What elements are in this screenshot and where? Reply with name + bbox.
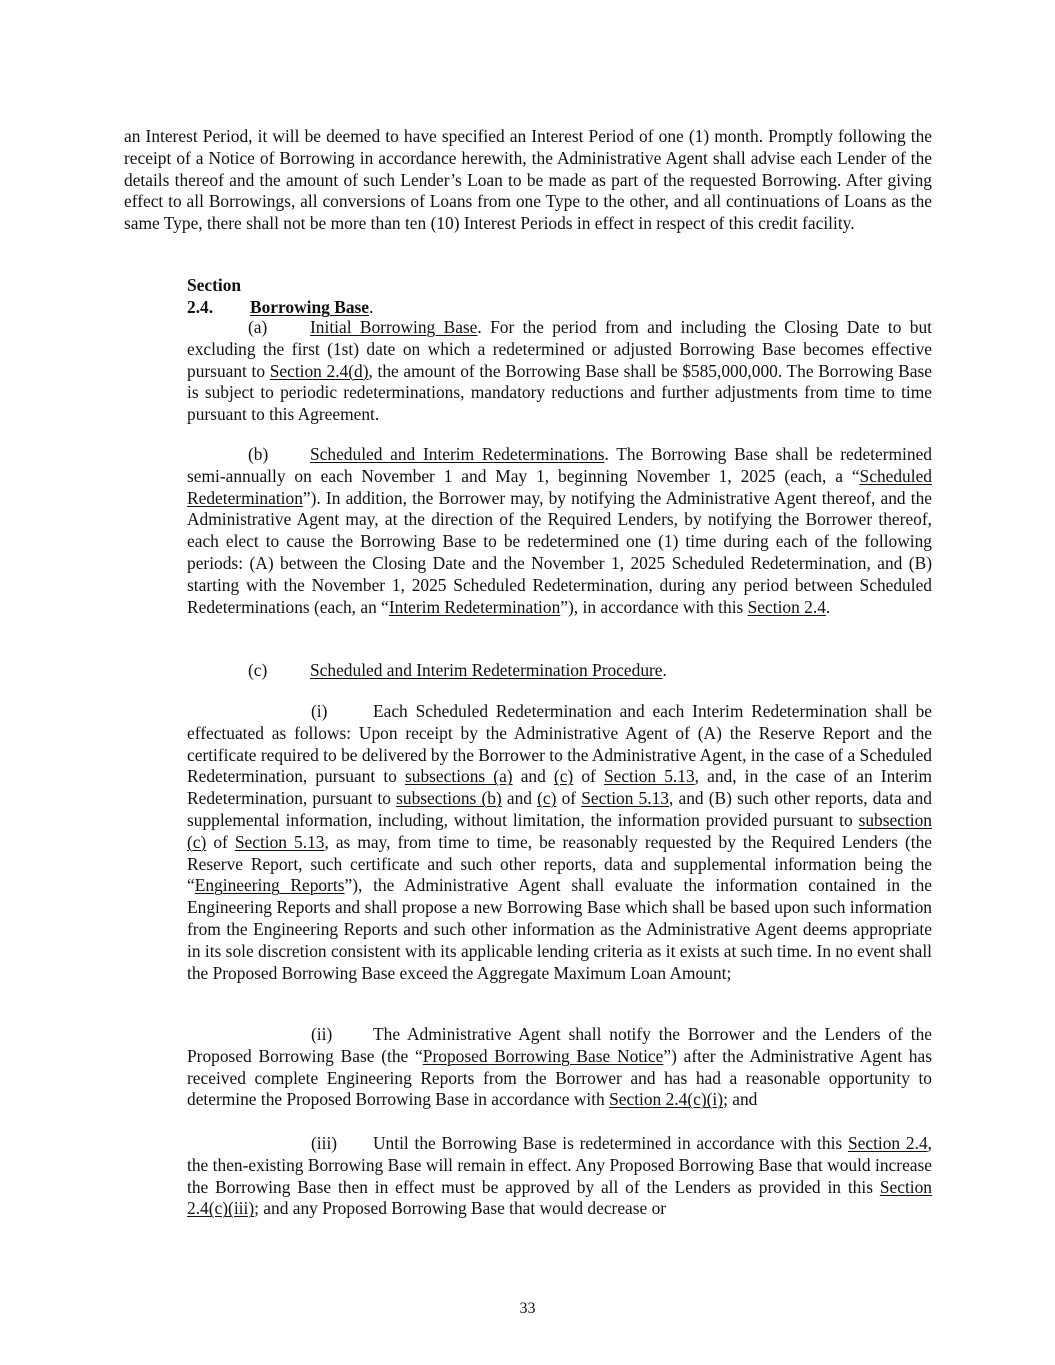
- section-number: Section 2.4.: [187, 275, 242, 317]
- defined-term: Interim Redetermination: [388, 596, 561, 617]
- continuation-paragraph: an Interest Period, it will be deemed to have specified an Interest Period of one (1) month. Promptly following the receipt of a Notice of Borrowing in accordance herewith, the Administrative Agent shall advise each Lender of the details thereof and the amount of such Lender’s Loan to be made as part of the requested Borrowing. After giving effect to all Borrowings, all conversions of Loans from one Type to the other, and all continuations of Loans as the same Type, there shall not be more than ten (10) Interest Periods in effect in respect of this credit facility.: [124, 126, 932, 234]
- paragraph-a: (a) Initial Borrowing Base. For the period from and including the Closing Date to but excluding the first (1st) date on which a redetermined or adjusted Borrowing Base becomes effective pursuant to Section 2.4(d), the amount of the Borrowing Base shall be $585,000,000. The Borrowing Base is subject to periodic redeterminations, mandatory reductions and further adjustments from time to time pursuant to this Agreement.: [187, 317, 932, 425]
- cross-reference: Section 2.4(c)(iii): [187, 1176, 932, 1219]
- paragraph-label: (ii): [311, 1024, 333, 1044]
- cross-reference: Section 2.4: [747, 596, 826, 617]
- cross-reference: Section 5.13: [581, 788, 669, 809]
- paragraph-label: (c): [248, 660, 268, 680]
- section-heading: Section 2.4. Borrowing Base.: [187, 275, 374, 317]
- cross-reference: subsection (c): [187, 809, 932, 852]
- defined-term: Scheduled Redetermination: [187, 465, 932, 508]
- cross-reference: subsections (a): [405, 766, 513, 787]
- cross-reference: Section 2.4: [847, 1133, 928, 1153]
- paragraph-c-ii: (ii) The Administrative Agent shall notify the Borrower and the Lenders of the Proposed Borrowing Base (the “Proposed Borrowing Base Notice”) after the Administrative Agent has received complete Engineering Reports from the Borrower and has had a reasonable opportunity to determine the Proposed Borrowing Base in accordance with Section 2.4(c)(i); and: [187, 1024, 932, 1110]
- paragraph-label: (b): [248, 444, 269, 464]
- cross-reference: subsections (b): [396, 788, 502, 809]
- cross-reference: Section 2.4(c)(i): [609, 1089, 724, 1110]
- paragraph-heading: Scheduled and Interim Redetermination Procedure: [310, 660, 663, 680]
- cross-reference: Section 2.4(d): [269, 360, 369, 381]
- cross-reference: (c): [537, 788, 557, 809]
- paragraph-heading: Initial Borrowing Base: [310, 317, 478, 337]
- defined-term: Engineering Reports: [194, 875, 345, 896]
- paragraph-heading: Scheduled and Interim Redeterminations: [310, 444, 605, 464]
- paragraph-c-i: (i) Each Scheduled Redetermination and each Interim Redetermination shall be effectuated as follows: Upon receipt by the Administrative Agent of (A) the Reserve Report and the certificate required to be delivered by the Borrower to the Administrative Agent, in the case of a Scheduled Redetermination, pursuant to subsections (a) and (c) of Section 5.13, and, in the case of an Interim Redetermination, pursuant to subsections (b) and (c) of Section 5.13, and (B) such other reports, data and supplemental information, including, without limitation, the information provided pursuant to subsection (c) of Section 5.13, as may, from time to time, be reasonably requested by the Required Lenders (the Reserve Report, such certificate and such other reports, data and supplemental information being the “Engineering Reports”), the Administrative Agent shall evaluate the information contained in the Engineering Reports and shall propose a new Borrowing Base which shall be based upon such information from the Engineering Reports and such other information as the Administrative Agent deems appropriate in its sole discretion consistent with its applicable lending criteria as it exists at such time. In no event shall the Proposed Borrowing Base exceed the Aggregate Maximum Loan Amount;: [187, 701, 932, 983]
- paragraph-c-iii: (iii) Until the Borrowing Base is redetermined in accordance with this Section 2.4, the then-existing Borrowing Base will remain in effect. Any Proposed Borrowing Base that would increase the Borrowing Base then in effect must be approved by all of the Lenders as provided in this Section 2.4(c)(iii); and any Proposed Borrowing Base that would decrease or: [187, 1133, 933, 1219]
- paragraph-label: (a): [248, 317, 268, 337]
- cross-reference: (c): [553, 766, 574, 787]
- paragraph-c: (c) Scheduled and Interim Redetermination Procedure.: [248, 660, 667, 680]
- cross-reference: Section 5.13: [603, 766, 695, 787]
- page-number: 33: [519, 1300, 536, 1317]
- cross-reference: Section 5.13: [234, 831, 325, 852]
- paragraph-label: (iii): [311, 1133, 338, 1153]
- defined-term: Proposed Borrowing Base Notice: [422, 1045, 664, 1066]
- paragraph-b: (b) Scheduled and Interim Redeterminations. The Borrowing Base shall be redetermined semi-annually on each November 1 and May 1, beginning November 1, 2025 (each, a “Scheduled Redetermination”). In addition, the Borrower may, by notifying the Administrative Agent thereof, and the Administrative Agent may, at the direction of the Required Lenders, by notifying the Borrower thereof, each elect to cause the Borrowing Base to be redetermined one (1) time during each of the following periods: (A) between the Closing Date and the November 1, 2025 Scheduled Redetermination, and (B) starting with the November 1, 2025 Scheduled Redetermination, during any period between Scheduled Redeterminations (each, an “Interim Redetermination”), in accordance with this Section 2.4.: [187, 444, 932, 617]
- section-title: Borrowing Base: [250, 296, 369, 317]
- paragraph-label: (i): [311, 701, 328, 721]
